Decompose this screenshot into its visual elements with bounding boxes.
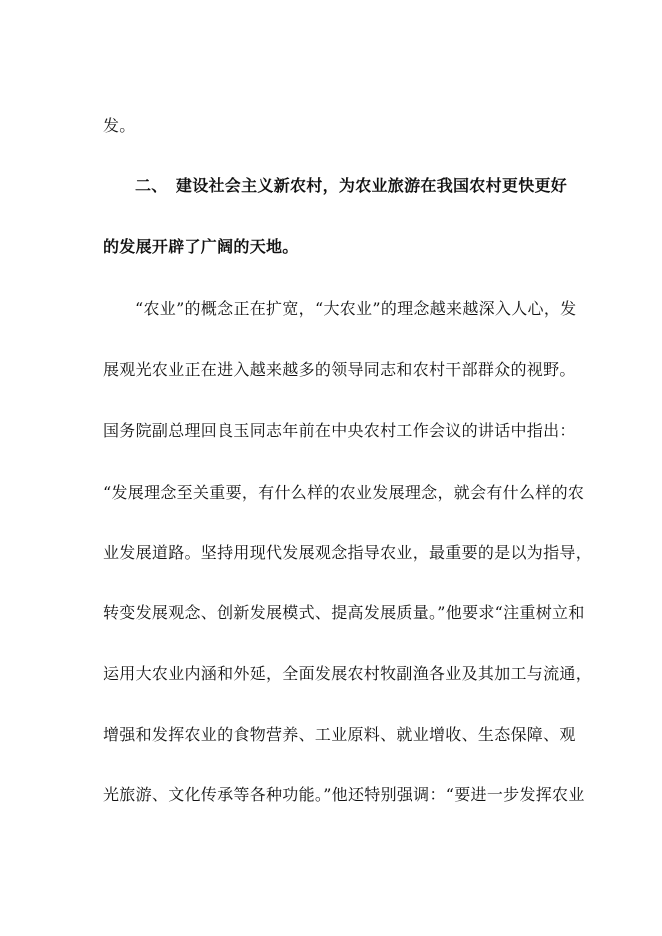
paragraph-line-5: 业发展道路。坚持用现代发展观念指导农业，最重要的是以为指导， [103, 543, 593, 562]
paragraph-line-1: “农业”的概念正在扩宽，“大农业”的理念越来越深入人心，发 [135, 299, 577, 318]
paragraph-line-4: “发展理念至关重要，有什么样的农业发展理念，就会有什么样的农 [103, 483, 585, 502]
paragraph-line-9: 光旅游、文化传承等各种功能。”他还特别强调：“要进一步发挥农业 [103, 785, 585, 804]
paragraph-line-2: 展观光农业正在进入越来越多的领导同志和农村干部群众的视野。 [103, 360, 576, 379]
paragraph-line-7: 运用大农业内涵和外延，全面发展农村牧副渔各业及其加工与流通， [103, 664, 593, 683]
section-heading-line-2: 的发展开辟了广阔的天地。 [103, 237, 299, 256]
section-heading-line-1: 二、 建设社会主义新农村，为农业旅游在我国农村更快更好 [135, 176, 568, 195]
text-line-1: 发。 [103, 116, 136, 135]
paragraph-line-6: 转变发展观念、创新发展模式、提高发展质量。”他要求“注重树立和 [103, 603, 585, 622]
paragraph-line-3: 国务院副总理回良玉同志年前在中央农村工作会议的讲话中指出： [103, 421, 576, 440]
paragraph-line-8: 增强和发挥农业的食物营养、工业原料、就业增收、生态保障、观 [103, 725, 576, 744]
